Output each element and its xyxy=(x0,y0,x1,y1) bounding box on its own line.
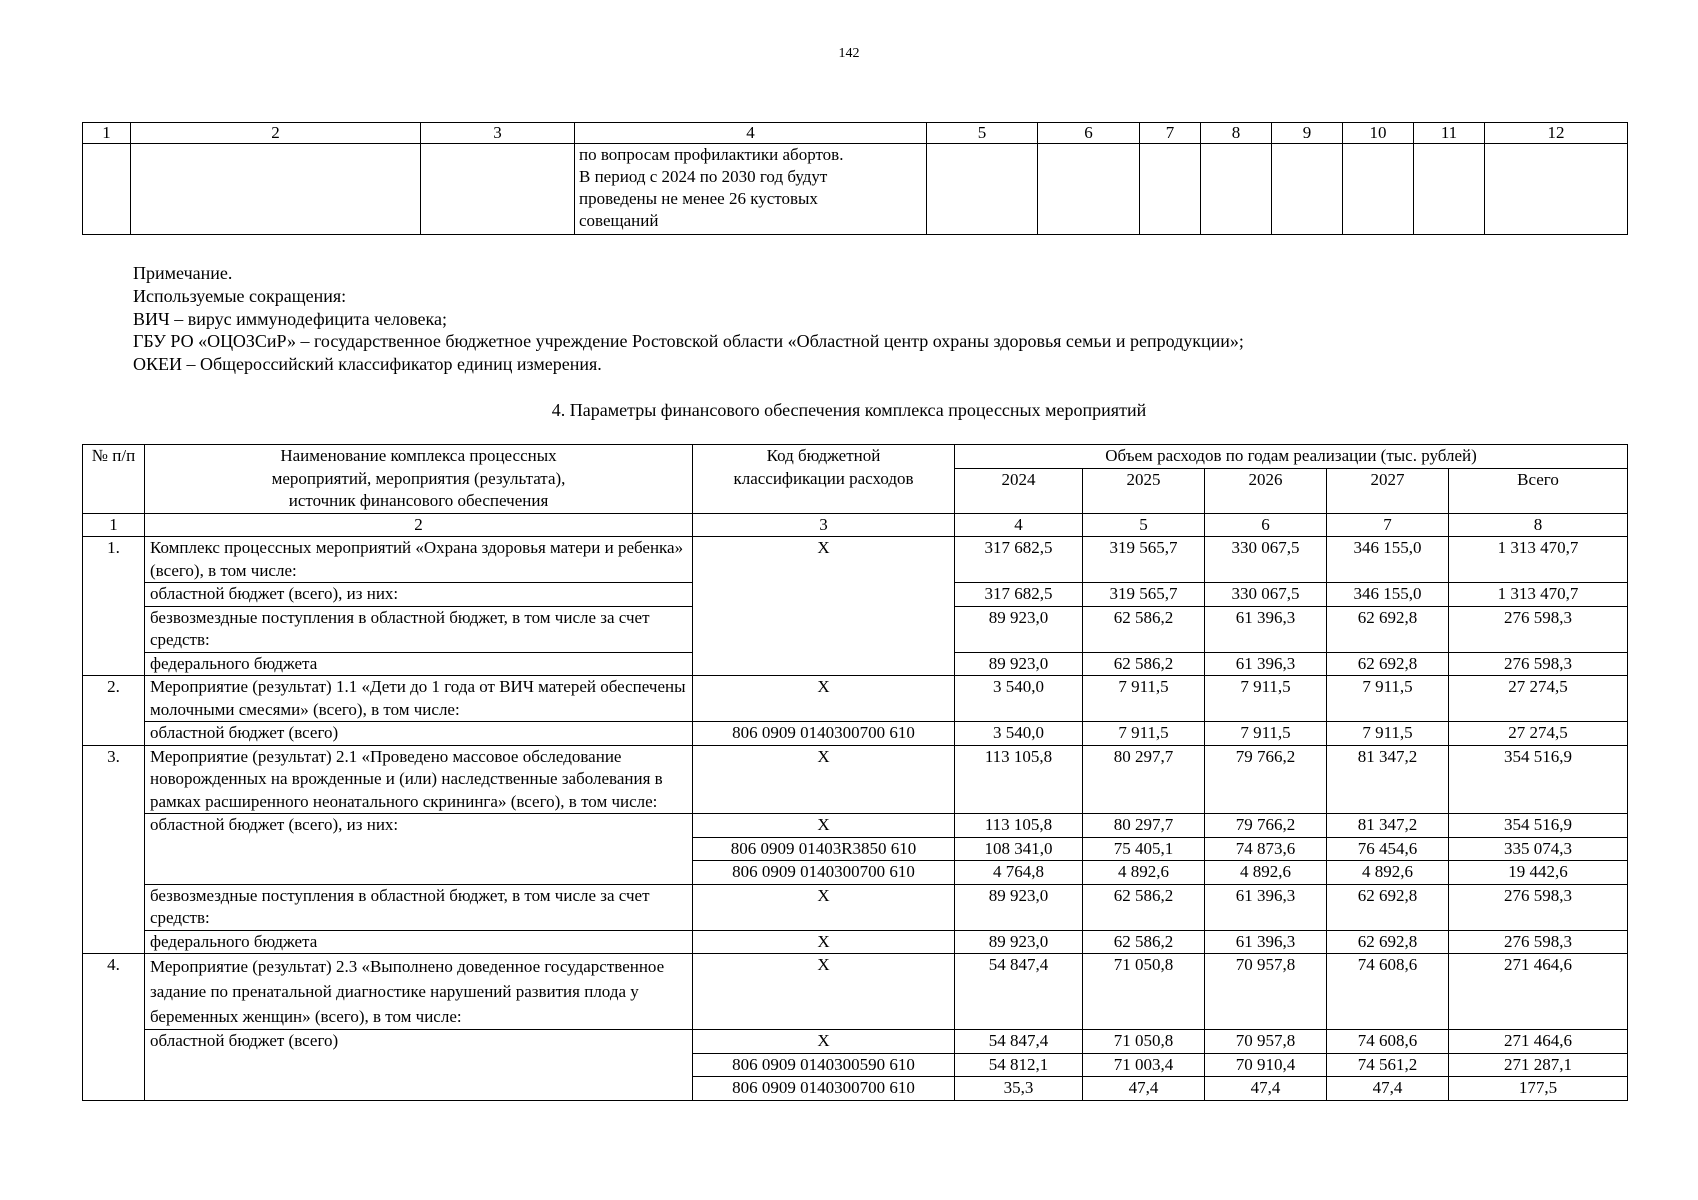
value-total: 276 598,3 xyxy=(1449,606,1628,652)
column-number: 6 xyxy=(1205,513,1327,537)
page-number: 142 xyxy=(838,46,860,61)
column-number: 5 xyxy=(927,123,1038,144)
column-number: 9 xyxy=(1272,123,1343,144)
table-row xyxy=(83,814,1628,838)
value-2027: 74 608,6 xyxy=(1327,1030,1449,1054)
header-year: 2026 xyxy=(1205,468,1327,513)
value-2025: 80 297,7 xyxy=(1083,814,1205,838)
value-2024: 113 105,8 xyxy=(955,814,1083,838)
value-2027: 47,4 xyxy=(1327,1077,1449,1101)
column-number: 10 xyxy=(1343,123,1414,144)
table-row xyxy=(83,537,1628,583)
row-name: безвозмездные поступления в областной бюджет, в том числе за счет средств: xyxy=(145,606,693,652)
description-line: совещаний xyxy=(579,211,659,230)
value-2027: 74 608,6 xyxy=(1327,954,1449,1030)
value-2024: 4 764,8 xyxy=(955,861,1083,885)
column-number: 5 xyxy=(1083,513,1205,537)
header-year: 2027 xyxy=(1327,468,1449,513)
column-number: 4 xyxy=(955,513,1083,537)
value-2026: 4 892,6 xyxy=(1205,861,1327,885)
value-2024: 89 923,0 xyxy=(955,606,1083,652)
column-number: 2 xyxy=(131,123,421,144)
value-2026: 330 067,5 xyxy=(1205,583,1327,607)
value-total: 27 274,5 xyxy=(1449,722,1628,746)
row-code: Х xyxy=(693,930,955,954)
column-number: 7 xyxy=(1140,123,1201,144)
row-number: 4. xyxy=(83,954,145,1101)
value-total: 1 313 470,7 xyxy=(1449,583,1628,607)
value-2024: 317 682,5 xyxy=(955,583,1083,607)
row-name: областной бюджет (всего) xyxy=(145,722,693,746)
value-2026: 61 396,3 xyxy=(1205,652,1327,676)
value-2025: 62 586,2 xyxy=(1083,930,1205,954)
row-code: 806 0909 0140300700 610 xyxy=(693,1077,955,1101)
value-2026: 61 396,3 xyxy=(1205,606,1327,652)
value-2027: 7 911,5 xyxy=(1327,676,1449,722)
row-code: 806 0909 0140300700 610 xyxy=(693,722,955,746)
note-line: ВИЧ – вирус иммунодефицита человека; xyxy=(133,308,447,329)
header-name: Наименование комплекса процессных мероприятий, мероприятия (результата), источник финансового обеспечения xyxy=(145,445,693,514)
value-total: 276 598,3 xyxy=(1449,884,1628,930)
note-block xyxy=(133,262,1244,376)
value-2026: 330 067,5 xyxy=(1205,537,1327,583)
value-2025: 47,4 xyxy=(1083,1077,1205,1101)
value-2026: 79 766,2 xyxy=(1205,814,1327,838)
value-2025: 62 586,2 xyxy=(1083,652,1205,676)
row-name: областной бюджет (всего) xyxy=(145,1030,693,1101)
note-line: ГБУ РО «ОЦОЗСиР» – государственное бюджетное учреждение Ростовской области «Областной центр охраны здоровья семьи и репродукции»; xyxy=(133,331,1244,352)
value-2025: 71 050,8 xyxy=(1083,1030,1205,1054)
value-2027: 62 692,8 xyxy=(1327,884,1449,930)
header-row xyxy=(83,445,1628,469)
value-2025: 319 565,7 xyxy=(1083,537,1205,583)
value-total: 177,5 xyxy=(1449,1077,1628,1101)
row-code: 806 0909 0140300590 610 xyxy=(693,1053,955,1077)
value-2025: 71 050,8 xyxy=(1083,954,1205,1030)
row-code: Х xyxy=(693,745,955,814)
row-name: федерального бюджета xyxy=(145,930,693,954)
table-row xyxy=(83,1030,1628,1054)
row-code: Х xyxy=(693,676,955,722)
row-code: Х xyxy=(693,537,955,676)
value-2026: 61 396,3 xyxy=(1205,930,1327,954)
value-2024: 3 540,0 xyxy=(955,676,1083,722)
value-2024: 89 923,0 xyxy=(955,652,1083,676)
value-2024: 54 847,4 xyxy=(955,954,1083,1030)
row-name: Мероприятие (результат) 1.1 «Дети до 1 года от ВИЧ матерей обеспечены молочными смесями» (всего), в том числе: xyxy=(145,676,693,722)
value-2027: 81 347,2 xyxy=(1327,745,1449,814)
column-number: 11 xyxy=(1414,123,1485,144)
value-2027: 62 692,8 xyxy=(1327,930,1449,954)
column-number: 12 xyxy=(1485,123,1628,144)
value-2027: 74 561,2 xyxy=(1327,1053,1449,1077)
value-total: 271 464,6 xyxy=(1449,954,1628,1030)
row-name: федерального бюджета xyxy=(145,652,693,676)
value-2027: 7 911,5 xyxy=(1327,722,1449,746)
value-2026: 7 911,5 xyxy=(1205,676,1327,722)
column-number: 7 xyxy=(1327,513,1449,537)
value-2025: 319 565,7 xyxy=(1083,583,1205,607)
header-code: Код бюджетной классификации расходов xyxy=(693,445,955,514)
value-2025: 62 586,2 xyxy=(1083,606,1205,652)
value-2026: 47,4 xyxy=(1205,1077,1327,1101)
value-2024: 317 682,5 xyxy=(955,537,1083,583)
column-number: 3 xyxy=(693,513,955,537)
column-number: 3 xyxy=(421,123,575,144)
table-row xyxy=(83,745,1628,814)
value-total: 354 516,9 xyxy=(1449,745,1628,814)
table-row xyxy=(83,144,1628,235)
header-year: 2025 xyxy=(1083,468,1205,513)
column-number: 6 xyxy=(1038,123,1140,144)
column-number: 8 xyxy=(1201,123,1272,144)
value-2026: 74 873,6 xyxy=(1205,837,1327,861)
header-total: Всего xyxy=(1449,468,1628,513)
value-2026: 61 396,3 xyxy=(1205,884,1327,930)
header-num: № п/п xyxy=(83,445,145,514)
table-row xyxy=(83,884,1628,930)
value-2026: 70 910,4 xyxy=(1205,1053,1327,1077)
row-code: Х xyxy=(693,1030,955,1054)
section-title: 4. Параметры финансового обеспечения комплекса процессных мероприятий xyxy=(551,400,1147,420)
value-2026: 70 957,8 xyxy=(1205,1030,1327,1054)
value-2026: 7 911,5 xyxy=(1205,722,1327,746)
column-number-row xyxy=(83,123,1628,144)
value-total: 271 287,1 xyxy=(1449,1053,1628,1077)
value-2027: 62 692,8 xyxy=(1327,606,1449,652)
table-row xyxy=(83,676,1628,722)
value-total: 27 274,5 xyxy=(1449,676,1628,722)
value-2025: 71 003,4 xyxy=(1083,1053,1205,1077)
column-number-row xyxy=(83,513,1628,537)
value-total: 1 313 470,7 xyxy=(1449,537,1628,583)
value-2025: 62 586,2 xyxy=(1083,884,1205,930)
description-line: по вопросам профилактики абортов. xyxy=(579,145,844,164)
row-code: Х xyxy=(693,954,955,1030)
value-2024: 89 923,0 xyxy=(955,884,1083,930)
header-volume: Объем расходов по годам реализации (тыс. рублей) xyxy=(955,445,1628,469)
value-total: 276 598,3 xyxy=(1449,930,1628,954)
value-2027: 81 347,2 xyxy=(1327,814,1449,838)
value-2024: 113 105,8 xyxy=(955,745,1083,814)
row-name: областной бюджет (всего), из них: xyxy=(145,583,693,607)
value-2024: 89 923,0 xyxy=(955,930,1083,954)
column-number: 4 xyxy=(575,123,927,144)
column-number: 1 xyxy=(83,123,131,144)
value-2024: 54 812,1 xyxy=(955,1053,1083,1077)
table-row xyxy=(83,954,1628,1030)
continuation-table xyxy=(82,122,1628,235)
value-total: 276 598,3 xyxy=(1449,652,1628,676)
value-total: 335 074,3 xyxy=(1449,837,1628,861)
value-2027: 76 454,6 xyxy=(1327,837,1449,861)
note-line: Используемые сокращения: xyxy=(133,285,347,306)
column-number: 2 xyxy=(145,513,693,537)
value-total: 271 464,6 xyxy=(1449,1030,1628,1054)
value-2027: 346 155,0 xyxy=(1327,537,1449,583)
event-description xyxy=(575,144,927,235)
column-number: 8 xyxy=(1449,513,1628,537)
table-row xyxy=(83,930,1628,954)
note-line: Примечание. xyxy=(133,263,233,283)
value-2026: 70 957,8 xyxy=(1205,954,1327,1030)
note-line: ОКЕИ – Общероссийский классификатор единиц измерения. xyxy=(133,354,602,375)
value-2024: 3 540,0 xyxy=(955,722,1083,746)
value-2024: 108 341,0 xyxy=(955,837,1083,861)
value-2024: 35,3 xyxy=(955,1077,1083,1101)
value-2026: 79 766,2 xyxy=(1205,745,1327,814)
row-name: Комплекс процессных мероприятий «Охрана здоровья матери и ребенка» (всего), в том числе: xyxy=(145,537,693,583)
row-number: 2. xyxy=(83,676,145,746)
value-2025: 80 297,7 xyxy=(1083,745,1205,814)
row-number: 1. xyxy=(83,537,145,676)
financial-table xyxy=(82,444,1628,1101)
value-2024: 54 847,4 xyxy=(955,1030,1083,1054)
header-year: 2024 xyxy=(955,468,1083,513)
value-total: 354 516,9 xyxy=(1449,814,1628,838)
value-2027: 4 892,6 xyxy=(1327,861,1449,885)
row-name: безвозмездные поступления в областной бюджет, в том числе за счет средств: xyxy=(145,884,693,930)
table-row xyxy=(83,722,1628,746)
row-name: Мероприятие (результат) 2.1 «Проведено массовое обследование новорожденных на врожденные и (или) наследственные заболевания в рамках расширенного неонатального скрининга» (всего), в том числе: xyxy=(145,745,693,814)
value-2025: 75 405,1 xyxy=(1083,837,1205,861)
row-code: 806 0909 01403R3850 610 xyxy=(693,837,955,861)
value-2027: 62 692,8 xyxy=(1327,652,1449,676)
value-2025: 4 892,6 xyxy=(1083,861,1205,885)
column-number: 1 xyxy=(83,513,145,537)
value-2025: 7 911,5 xyxy=(1083,722,1205,746)
value-2027: 346 155,0 xyxy=(1327,583,1449,607)
description-line: В период с 2024 по 2030 год будут xyxy=(579,167,828,186)
value-total: 19 442,6 xyxy=(1449,861,1628,885)
value-2025: 7 911,5 xyxy=(1083,676,1205,722)
row-number: 3. xyxy=(83,745,145,954)
row-code: Х xyxy=(693,884,955,930)
row-code: 806 0909 0140300700 610 xyxy=(693,861,955,885)
description-line: проведены не менее 26 кустовых xyxy=(579,189,818,208)
row-name: областной бюджет (всего), из них: xyxy=(145,814,693,885)
row-code: Х xyxy=(693,814,955,838)
row-name: Мероприятие (результат) 2.3 «Выполнено доведенное государственное задание по пренатальной диагностике нарушений развития плода у беременных женщин» (всего), в том числе: xyxy=(145,954,693,1030)
